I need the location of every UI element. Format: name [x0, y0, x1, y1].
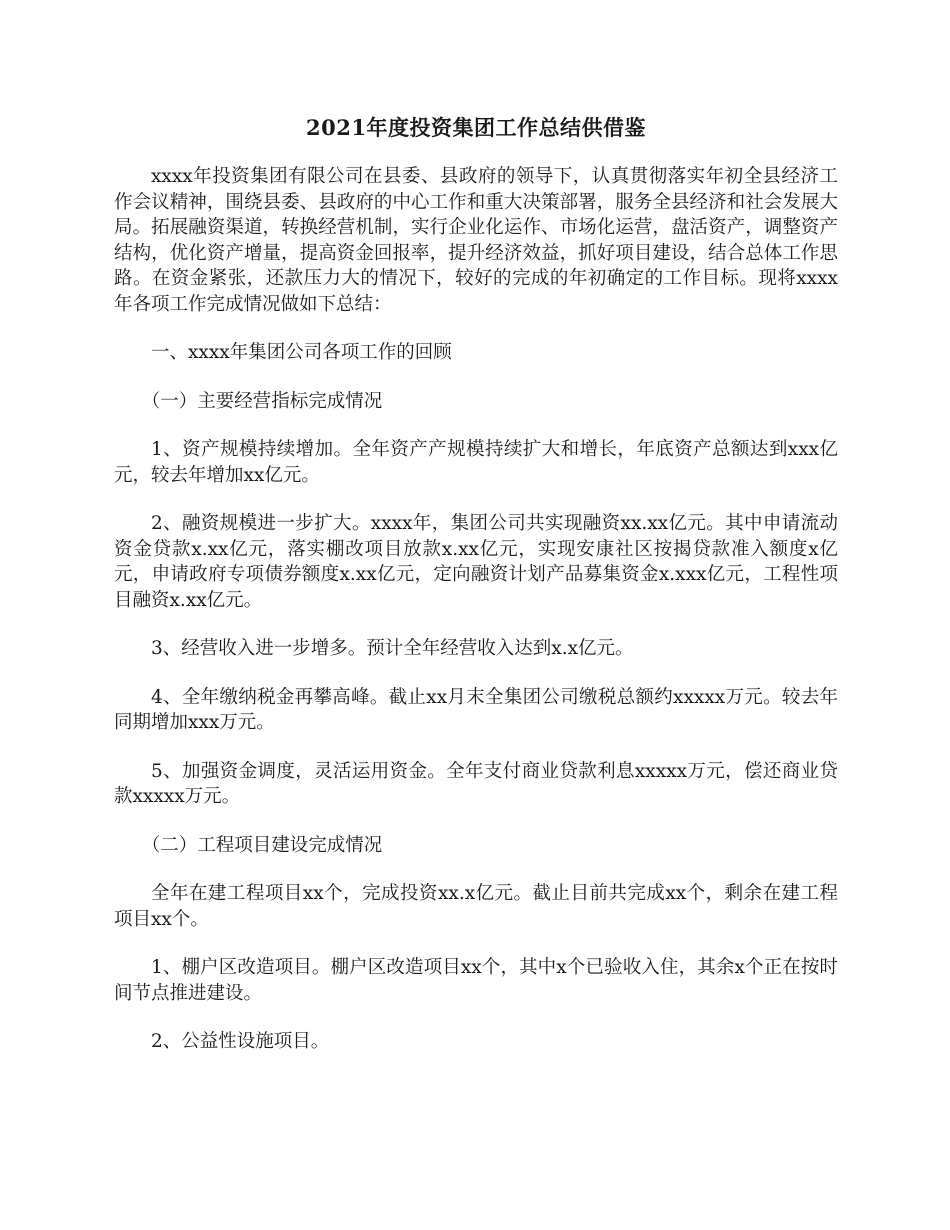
- document-title: 2021年度投资集团工作总结供借鉴: [306, 115, 646, 140]
- intro-paragraph: xxxx年投资集团有限公司在县委、县政府的领导下，认真贯彻落实年初全县经济工作会议精神，围绕县委、县政府的中心工作和重大决策部署，服务全县经济和社会发展大局。拓展融资渠道，转换经营机制，实行企业化运作、市场化运营，盘活资产，调整资产结构，优化资产增量，提高资金回报率，提升经济效益，抓好项目建设，结合总体工作思路。在资金紧张，还款压力大的情况下，较好的完成的年初确定的工作目标。现将xxxx年各项工作完成情况做如下总结：: [114, 166, 838, 315]
- indicator-item-taxes: 4、全年缴纳税金再攀高峰。截止xx月末全集团公司缴税总额约xxxxx万元。较去年同期增加xxx万元。: [114, 686, 838, 733]
- subsection-heading-projects: （二）工程项目建设完成情况: [141, 834, 383, 856]
- project-item-shantytown: 1、棚户区改造项目。棚户区改造项目xx个，其中x个已验收入住，其余x个正在按时间节点推进建设。: [114, 957, 838, 1004]
- projects-intro-paragraph: 全年在建工程项目xx个，完成投资xx.x亿元。截止目前共完成xx个，剩余在建工程项目xx个。: [114, 883, 838, 930]
- indicator-item-assets: 1、资产规模持续增加。全年资产产规模持续扩大和增长，年底资产总额达到xxx亿元，较去年增加xx亿元。: [114, 439, 838, 486]
- subsection-heading-indicators: （一）主要经营指标完成情况: [141, 390, 383, 412]
- indicator-item-financing: 2、融资规模进一步扩大。xxxx年，集团公司共实现融资xx.xx亿元。其中申请流动资金贷款x.xx亿元，落实棚改项目放款x.xx亿元，实现安康社区按揭贷款准入额度x亿元，申请政府专项债券额度x.xx亿元，定向融资计划产品募集资金x.xxx亿元，工程性项目融资x.xx亿元。: [114, 513, 838, 611]
- indicator-item-revenue: 3、经营收入进一步增多。预计全年经营收入达到x.x亿元。: [151, 638, 634, 659]
- indicator-item-funds: 5、加强资金调度，灵活运用资金。全年支付商业贷款利息xxxxx万元，偿还商业贷款xxxxx万元。: [114, 760, 838, 807]
- section-heading-review: 一、xxxx年集团公司各项工作的回顾: [151, 342, 452, 363]
- project-item-public-facilities: 2、公益性设施项目。: [151, 1031, 330, 1052]
